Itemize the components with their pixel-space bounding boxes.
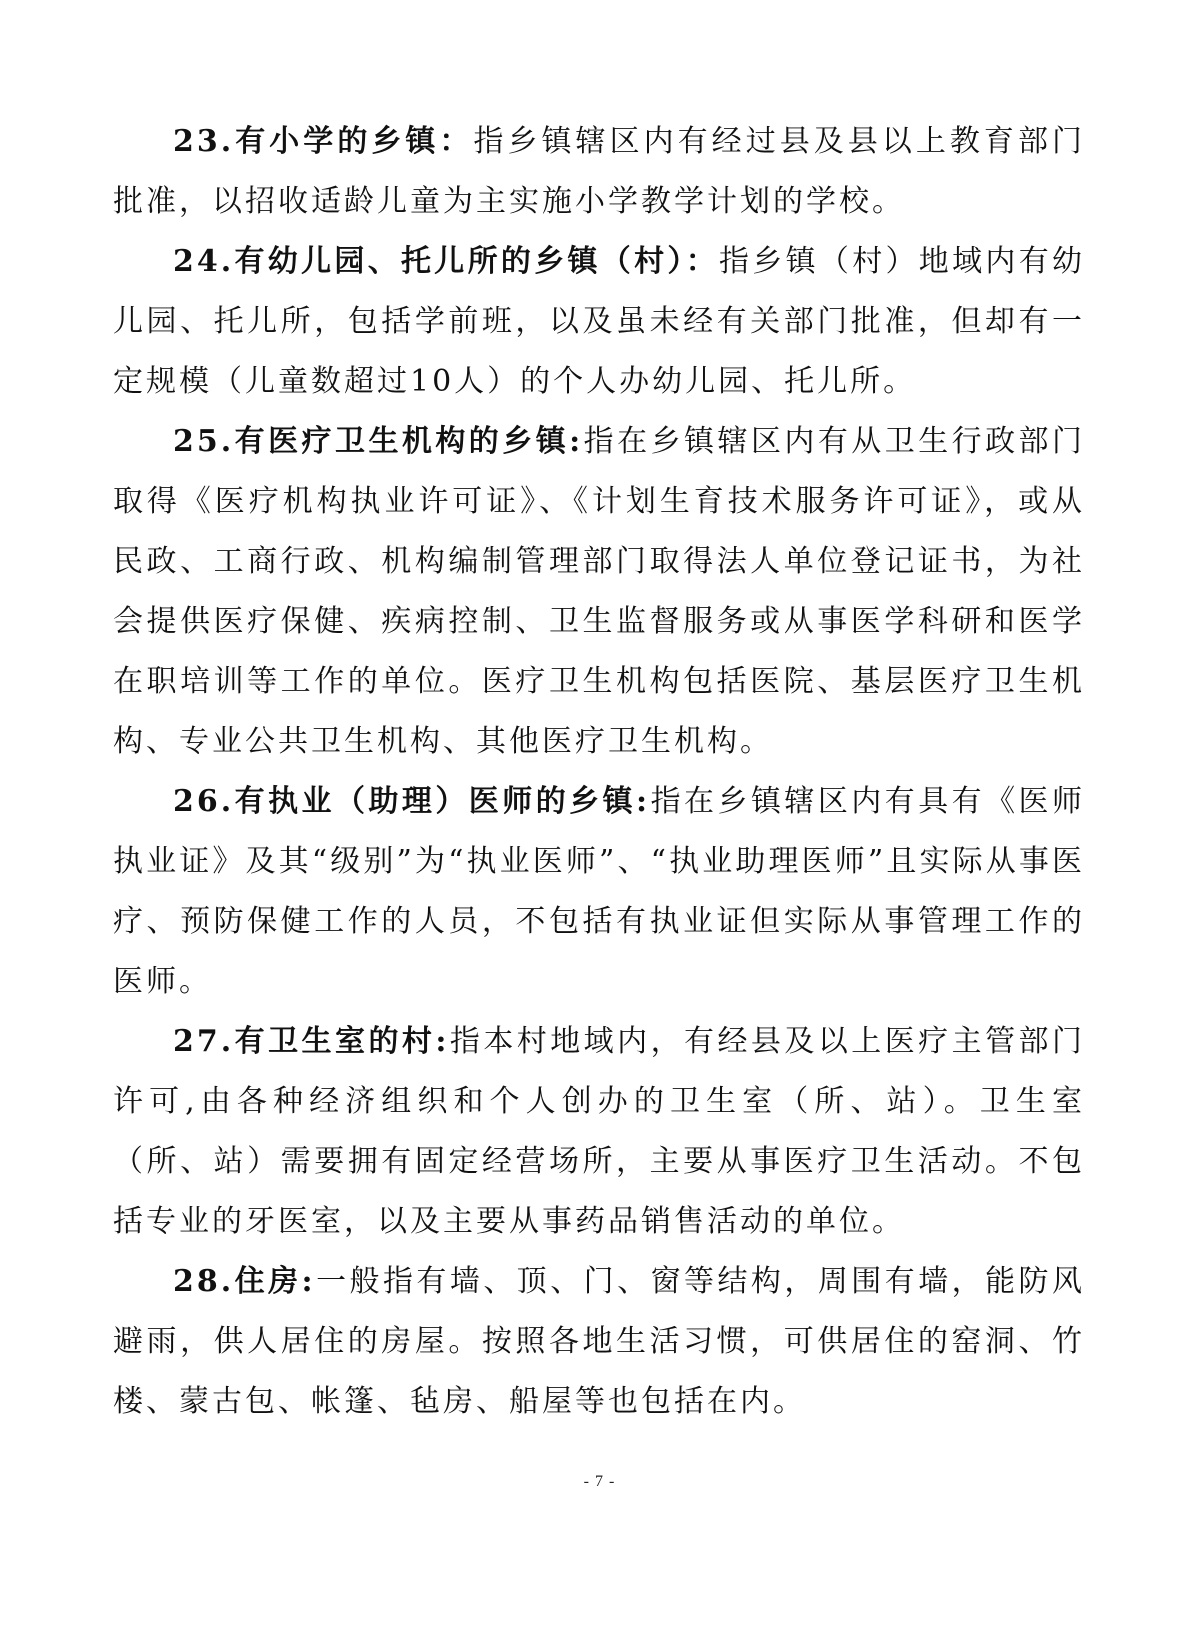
definition-paragraph-24 bbox=[113, 232, 1085, 412]
definition-paragraph-26 bbox=[113, 772, 1085, 1012]
definition-text: 指在乡镇辖区内有从卫生行政部门取得《医疗机构执业许可证》、《计划生育技术服务许可证》，或从民政、工商行政、机构编制管理部门取得法人单位登记证书，为社会提供医疗保健、疾病控制、卫生监督服务或从事医学科研和医学在职培训等工作的单位。医疗卫生机构包括医院、基层医疗卫生机构、专业公共卫生机构、其他医疗卫生机构。 bbox=[113, 424, 1085, 759]
definition-text: 一般指有墙、顶、门、窗等结构，周围有墙，能防风避雨，供人居住的房屋。按照各地生活习惯，可供居住的窑洞、竹楼、蒙古包、帐篷、毡房、船屋等也包括在内。 bbox=[113, 1264, 1085, 1419]
definition-term: 27.有卫生室的村: bbox=[173, 1024, 450, 1059]
definition-term: 23.有小学的乡镇： bbox=[173, 124, 474, 159]
definition-paragraph-28 bbox=[113, 1252, 1085, 1432]
definition-term: 25.有医疗卫生机构的乡镇: bbox=[173, 424, 584, 459]
document-body bbox=[113, 112, 1085, 1432]
definition-paragraph-27 bbox=[113, 1012, 1085, 1252]
definition-term: 28.住房: bbox=[173, 1264, 316, 1299]
definition-text: 指乡镇（村）地域内有幼儿园、托儿所，包括学前班，以及虽未经有关部门批准，但却有一定规模（儿童数超过10人）的个人办幼儿园、托儿所。 bbox=[113, 244, 1085, 399]
definition-text: 指在乡镇辖区内有具有《医师执业证》及其“级别”为“执业医师”、“执业助理医师”且实际从事医疗、预防保健工作的人员，不包括有执业证但实际从事管理工作的医师。 bbox=[113, 784, 1085, 999]
page-number: - 7 - bbox=[583, 1473, 616, 1490]
definition-paragraph-23 bbox=[113, 112, 1085, 232]
definition-term: 24.有幼儿园、托儿所的乡镇（村）： bbox=[173, 244, 719, 279]
definition-paragraph-25 bbox=[113, 412, 1085, 772]
definition-term: 26.有执业（助理）医师的乡镇: bbox=[173, 784, 651, 819]
definition-text: 指本村地域内，有经县及以上医疗主管部门许可,由各种经济组织和个人创办的卫生室（所、站）。卫生室（所、站）需要拥有固定经营场所，主要从事医疗卫生活动。不包括专业的牙医室，以及主要从事药品销售活动的单位。 bbox=[113, 1024, 1085, 1239]
definition-text: 指乡镇辖区内有经过县及县以上教育部门批准，以招收适龄儿童为主实施小学教学计划的学校。 bbox=[113, 124, 1085, 219]
